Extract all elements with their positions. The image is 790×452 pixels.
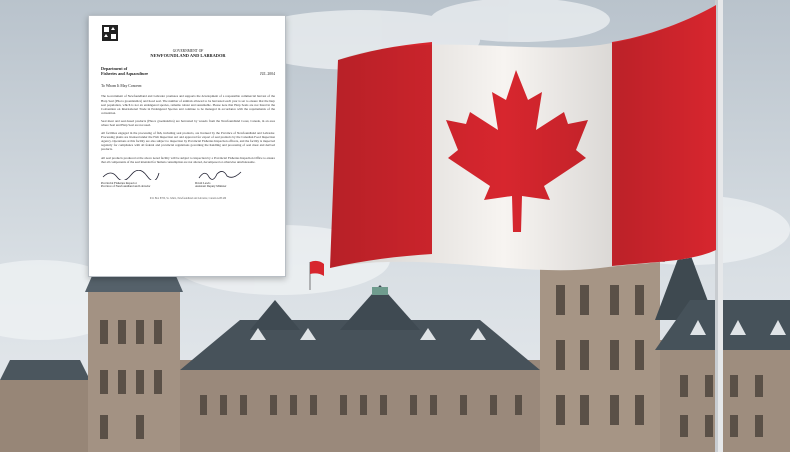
signature-row (101, 170, 275, 189)
letter-footer: P.O. Box 8700, St. John's, Newfoundland and Labrador, Canada A1B 4J6 (149, 197, 227, 201)
government-letter (88, 15, 286, 277)
department-line2: Fisheries and Aquaculture (101, 71, 149, 77)
department-line1: Department of (101, 66, 128, 72)
paragraph-3: All facilities engaged in the processing of fish, including seal products, are licensed by the Province of Newfoundland and Labrador. Processing plants are licensed under the Fish Inspection Act and approved for export of seal products by the Canadian Food Inspection Agency. Operations at this facility are also subject to inspection by Provincial Fisheries Inspection officers, and the facility is inspected regularly for compliance with all federal and provincial regulations governing the handling and processing of seal meat and derived products. (101, 131, 275, 152)
letterhead-government: GOVERNMENT OF (172, 49, 204, 53)
letter-date: JUL 2004 (260, 72, 275, 77)
left-signature-title: Provincial Fisheries Inspector (101, 180, 137, 185)
signature-scribble-right (195, 170, 255, 180)
right-signature (195, 170, 275, 189)
paragraph-1: The Government of Newfoundland and Labrador promotes and supports the development of a responsible commercial harvest of the Harp Seal (Phoca groenlandica) and hood seal. The number of animals allowed to be harvested each year is set to ensure that the harp seal population, which is not an endangered species, remains robust and sustainable. Please note that Harp Seals are not listed in the Convention on International Trade in Endangered Species and continue to be managed in accordance with the requirements of the convention. (101, 94, 275, 115)
paragraph-4: All seal products produced at the above noted facility will be subject to inspection by a Provincial Fisheries Inspection Office to ensure that all components of the seal intended for human consumption are not altered, decomposed or otherwise unwholesome. (101, 155, 275, 164)
paragraph-2: Seal meat and seal-based products (Phoca groenlandica) are harvested by vessels from the Newfoundland Coast, Canada, in an area where Seal and Harp Seal are not used. (101, 118, 275, 127)
signature-scribble-left (101, 170, 161, 180)
salutation: To Whom It May Concern: (101, 84, 143, 89)
left-signature (101, 170, 181, 189)
left-signature-org: Province of Newfoundland and Labrador (101, 184, 151, 189)
coat-of-arms-icon (101, 24, 119, 42)
right-signature-name: David Lewis (194, 180, 211, 185)
right-signature-title: Assistant Deputy Minister (194, 184, 227, 189)
letterhead-province: NEWFOUNDLAND AND LABRADOR (150, 53, 226, 59)
